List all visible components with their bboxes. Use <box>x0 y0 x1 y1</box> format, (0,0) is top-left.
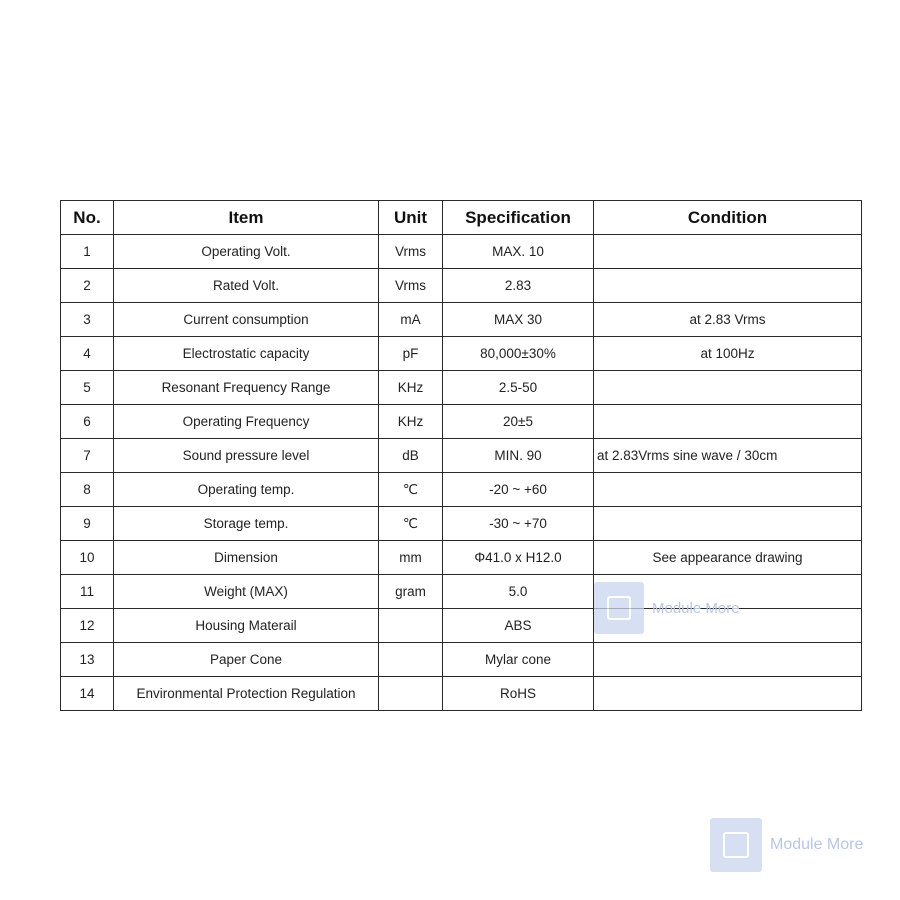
cell-specification: MAX 30 <box>443 303 594 337</box>
table-row <box>61 473 862 507</box>
cell-unit: mm <box>379 541 443 575</box>
table-row <box>61 609 862 643</box>
cell-unit: pF <box>379 337 443 371</box>
table-row <box>61 303 862 337</box>
table-row <box>61 371 862 405</box>
watermark-text: Module More <box>652 599 740 617</box>
table-row <box>61 235 862 269</box>
cell-specification: -30 ~ +70 <box>443 507 594 541</box>
cell-item: Operating Volt. <box>114 235 379 269</box>
cell-condition <box>594 575 862 609</box>
cell-item: Rated Volt. <box>114 269 379 303</box>
header-specification: Specification <box>443 201 594 235</box>
cell-unit: gram <box>379 575 443 609</box>
cell-no: 14 <box>61 677 114 711</box>
cell-condition <box>594 677 862 711</box>
table-row <box>61 541 862 575</box>
table-row <box>61 337 862 371</box>
cell-unit: mA <box>379 303 443 337</box>
cell-unit: KHz <box>379 405 443 439</box>
cell-specification: ABS <box>443 609 594 643</box>
cell-condition <box>594 609 862 643</box>
cell-item: Sound pressure level <box>114 439 379 473</box>
table-row <box>61 575 862 609</box>
cell-item: Electrostatic capacity <box>114 337 379 371</box>
cell-item: Paper Cone <box>114 643 379 677</box>
cell-no: 11 <box>61 575 114 609</box>
chip-icon <box>710 818 762 872</box>
cell-condition <box>594 507 862 541</box>
table-row <box>61 643 862 677</box>
cell-item: Dimension <box>114 541 379 575</box>
cell-condition <box>594 473 862 507</box>
cell-condition: at 100Hz <box>594 337 862 371</box>
cell-item: Housing Materail <box>114 609 379 643</box>
cell-no: 7 <box>61 439 114 473</box>
table-row <box>61 439 862 473</box>
header-no: No. <box>61 201 114 235</box>
cell-no: 8 <box>61 473 114 507</box>
cell-specification: -20 ~ +60 <box>443 473 594 507</box>
cell-unit: dB <box>379 439 443 473</box>
cell-specification: 20±5 <box>443 405 594 439</box>
cell-unit: Vrms <box>379 235 443 269</box>
header-condition: Condition <box>594 201 862 235</box>
cell-condition: at 2.83Vrms sine wave / 30cm <box>594 439 862 473</box>
cell-unit <box>379 609 443 643</box>
watermark <box>710 818 863 872</box>
table-row <box>61 405 862 439</box>
cell-no: 5 <box>61 371 114 405</box>
cell-no: 3 <box>61 303 114 337</box>
cell-specification: 2.5-50 <box>443 371 594 405</box>
cell-item: Weight (MAX) <box>114 575 379 609</box>
cell-unit: Vrms <box>379 269 443 303</box>
cell-specification: RoHS <box>443 677 594 711</box>
cell-no: 13 <box>61 643 114 677</box>
cell-no: 12 <box>61 609 114 643</box>
cell-unit <box>379 643 443 677</box>
cell-unit: ℃ <box>379 473 443 507</box>
cell-item: Operating Frequency <box>114 405 379 439</box>
cell-condition <box>594 269 862 303</box>
cell-specification: Mylar cone <box>443 643 594 677</box>
cell-condition <box>594 643 862 677</box>
cell-specification: 5.0 <box>443 575 594 609</box>
cell-condition <box>594 235 862 269</box>
cell-condition: See appearance drawing <box>594 541 862 575</box>
cell-no: 10 <box>61 541 114 575</box>
cell-specification: 80,000±30% <box>443 337 594 371</box>
table-header-row <box>61 201 862 235</box>
cell-specification: MIN. 90 <box>443 439 594 473</box>
cell-specification: Φ41.0 x H12.0 <box>443 541 594 575</box>
specification-table <box>60 200 862 711</box>
cell-specification: 2.83 <box>443 269 594 303</box>
table-row <box>61 269 862 303</box>
cell-condition <box>594 405 862 439</box>
watermark-text: Module More <box>770 836 864 853</box>
table-row <box>61 507 862 541</box>
cell-specification: MAX. 10 <box>443 235 594 269</box>
header-item: Item <box>114 201 379 235</box>
cell-no: 1 <box>61 235 114 269</box>
cell-no: 2 <box>61 269 114 303</box>
table-body <box>61 235 862 711</box>
cell-no: 4 <box>61 337 114 371</box>
header-unit: Unit <box>379 201 443 235</box>
cell-unit: KHz <box>379 371 443 405</box>
cell-unit: ℃ <box>379 507 443 541</box>
cell-item: Environmental Protection Regulation <box>114 677 379 711</box>
cell-item: Storage temp. <box>114 507 379 541</box>
cell-item: Resonant Frequency Range <box>114 371 379 405</box>
cell-unit <box>379 677 443 711</box>
cell-item: Operating temp. <box>114 473 379 507</box>
cell-condition <box>594 371 862 405</box>
cell-item: Current consumption <box>114 303 379 337</box>
table-row <box>61 677 862 711</box>
cell-condition: at 2.83 Vrms <box>594 303 862 337</box>
cell-no: 6 <box>61 405 114 439</box>
cell-no: 9 <box>61 507 114 541</box>
